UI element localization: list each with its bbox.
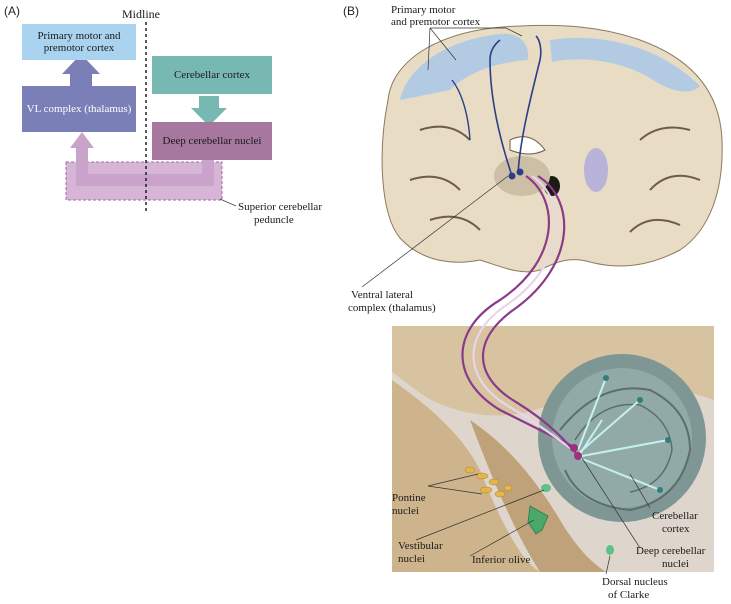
deep-nucleus-node	[570, 444, 578, 452]
box-deep-nuclei: Deep cerebellar nuclei	[152, 122, 272, 160]
box-cerebellar-cortex: Cerebellar cortex	[152, 56, 272, 94]
b-vl-label-1: Ventral lateral	[351, 289, 413, 301]
b-cb-cortex-2: cortex	[662, 523, 690, 535]
clarke-nucleus-shape	[606, 545, 614, 555]
peduncle-label-1: Superior cerebellar	[238, 201, 322, 213]
sagittal-brainstem-panel	[392, 326, 714, 572]
b-cb-cortex-1: Cerebellar	[652, 510, 698, 522]
b-motor-label-1: Primary motor	[391, 4, 456, 16]
b-vestibular-2: nuclei	[398, 553, 425, 565]
box-vl-complex: VL complex (thalamus)	[22, 86, 136, 132]
cb-cortex-node	[637, 397, 643, 403]
box-motor-cortex: Primary motor and premotor cortex	[22, 24, 136, 60]
b-clarke-2: of Clarke	[608, 589, 650, 601]
peduncle-label-2: peduncle	[254, 214, 294, 226]
coronal-brain-section	[382, 25, 722, 272]
b-deep-1: Deep cerebellar	[636, 545, 706, 557]
b-olive: Inferior olive	[472, 554, 531, 566]
b-motor-label-2: and premotor cortex	[391, 16, 481, 28]
thalamus-node	[517, 169, 524, 176]
cb-cortex-node	[603, 375, 609, 381]
midline-label: Midline	[122, 7, 160, 21]
cb-cortex-node	[657, 487, 663, 493]
b-vl-label-2: complex (thalamus)	[348, 302, 436, 314]
b-pontine-1: Pontine	[392, 492, 426, 504]
b-vestibular-1: Vestibular	[398, 540, 443, 552]
deep-nucleus-node	[574, 452, 582, 460]
b-deep-2: nuclei	[662, 558, 689, 570]
thalamus-node	[509, 173, 516, 180]
b-clarke-1: Dorsal nucleus	[602, 576, 668, 588]
panel-b-tag: (B)	[343, 4, 359, 18]
b-pontine-2: nuclei	[392, 505, 419, 517]
panel-a-tag: (A)	[4, 4, 20, 18]
cb-cortex-node	[665, 437, 671, 443]
